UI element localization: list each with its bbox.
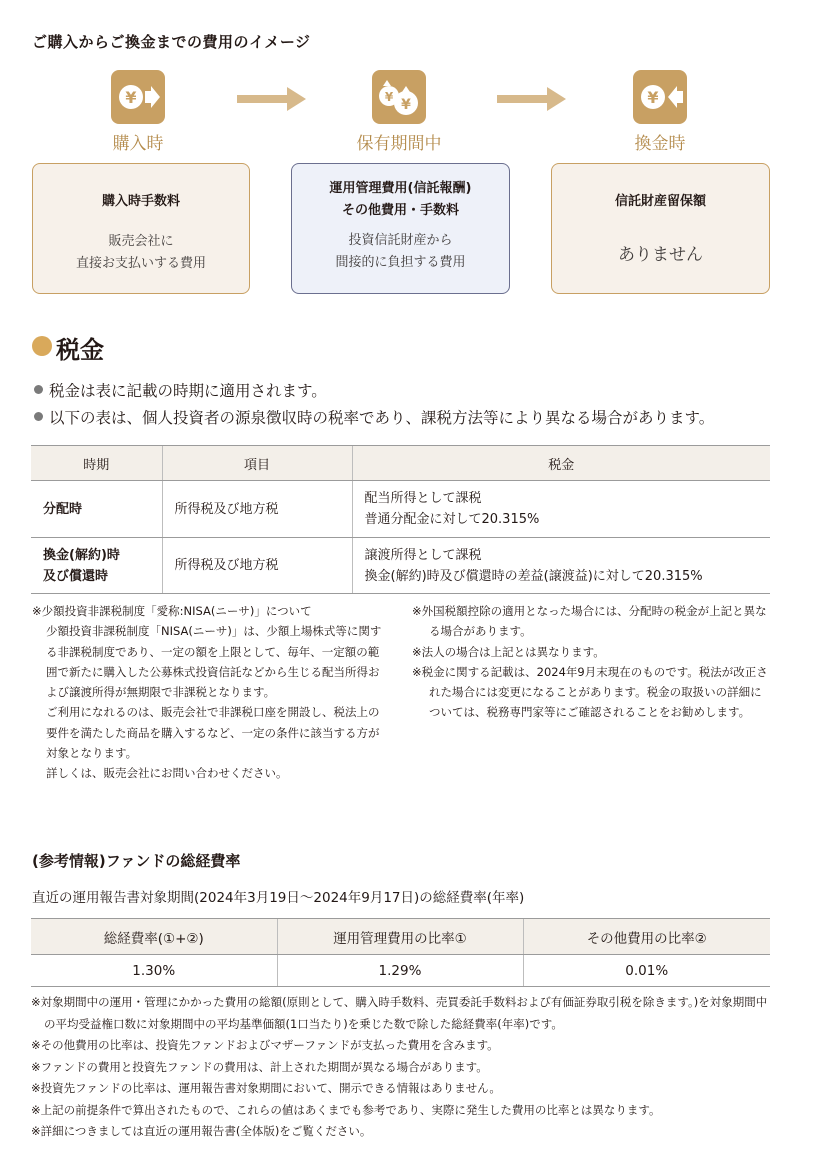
table-cell: 0.01% bbox=[523, 955, 770, 987]
note-paragraph: 詳しくは、販売会社にお問い合わせください。 bbox=[46, 766, 288, 781]
nisa-note bbox=[32, 601, 390, 784]
purchase-fee-title: 購入時手数料 bbox=[101, 194, 180, 209]
tax-line: 換金(解約)時及び償還時の差益(譲渡益)に対して20.315% bbox=[364, 568, 703, 584]
row-header: 分配時 bbox=[31, 481, 162, 538]
note-paragraph: ※対象期間中の運用・管理にかかった費用の総額(原則として、購入時手数料、売買委託手数料および有価証券取引税を除きます。)を対象期間中の平均受益権口数に対象期間中の平均基準価額(1口当たり)を乗じた数で除した総経費率(年率)です。 bbox=[31, 995, 768, 1031]
col-header: 総経費率(①+②) bbox=[31, 919, 277, 955]
bullet-dot bbox=[34, 412, 43, 421]
note-paragraph: ※上記の前提条件で算出されたもので、これらの値はあくまでも参考であり、実際に発生した費用の比率とは異なります。 bbox=[31, 1102, 661, 1117]
svg-text:¥: ¥ bbox=[125, 88, 137, 107]
table-row bbox=[31, 955, 770, 987]
tax-bullet-text: 税金は表に記載の時期に適用されます。 bbox=[49, 382, 327, 400]
col-header: 項目 bbox=[162, 446, 352, 481]
retention-fee-box bbox=[551, 163, 770, 294]
flow-title: ご購入からご換金までの費用のイメージ bbox=[32, 33, 311, 51]
table-cell: 所得税及び地方税 bbox=[162, 481, 352, 538]
holding-cost-desc-2: 間接的に負担する費用 bbox=[335, 255, 466, 270]
holding-cost-title-1: 運用管理費用(信託報酬) bbox=[329, 181, 472, 196]
retention-fee-value: ありません bbox=[618, 245, 703, 265]
table-cell bbox=[352, 538, 770, 594]
tax-heading: 税金 bbox=[56, 336, 104, 364]
retention-fee-title: 信託財産留保額 bbox=[614, 194, 706, 209]
note-paragraph: ※外国税額控除の適用となった場合には、分配時の税金が上記と異なる場合があります。 bbox=[412, 604, 767, 639]
table-cell bbox=[352, 481, 770, 538]
tax-table bbox=[31, 445, 770, 594]
heading-bullet bbox=[32, 336, 52, 356]
tax-bullet bbox=[34, 406, 714, 428]
tax-line: 配当所得として課税 bbox=[364, 491, 482, 506]
purchase-fee-desc-1: 販売会社に bbox=[108, 234, 174, 249]
note-heading: ※少額投資非課税制度「愛称:NISA(ニーサ)」について bbox=[32, 604, 312, 618]
note-paragraph: ※法人の場合は上記とは異なります。 bbox=[412, 644, 605, 659]
col-header: 税金 bbox=[352, 446, 770, 481]
tax-line: 普通分配金に対して20.315% bbox=[364, 512, 540, 527]
holding-cost-title-2: その他費用・手数料 bbox=[341, 203, 459, 218]
col-header: 運用管理費用の比率① bbox=[277, 919, 523, 955]
tax-bullet-text: 以下の表は、個人投資者の源泉徴収時の税率であり、課税方法等により異なる場合があります。 bbox=[49, 409, 715, 427]
note-paragraph: ※ファンドの費用と投資先ファンドの費用は、計上された期間が異なる場合があります。 bbox=[31, 1059, 488, 1074]
tax-side-notes bbox=[412, 601, 772, 723]
expense-ratio-notes bbox=[31, 992, 776, 1143]
yen-arrow-out-icon bbox=[111, 70, 165, 124]
expense-ratio-subtitle: 直近の運用報告書対象期間(2024年3月19日〜2024年9月17日)の総経費率(年率) bbox=[32, 890, 525, 906]
col-header: その他費用の比率② bbox=[523, 919, 770, 955]
table-cell: 1.30% bbox=[31, 955, 277, 987]
expense-ratio-table bbox=[31, 918, 770, 987]
note-paragraph: 少額投資非課税制度「NISA(ニーサ)」は、少額上場株式等に関する非課税制度であり、一定の額を上限として、毎年、一定額の範囲で新たに購入した公募株式投資信託などから生じる配当所得および譲渡所得が無期限で非課税となります。 bbox=[46, 624, 382, 700]
col-header: 時期 bbox=[31, 446, 162, 481]
note-paragraph: ※詳細につきましては直近の運用報告書(全体版)をご覧ください。 bbox=[31, 1124, 372, 1138]
holding-cost-box bbox=[291, 163, 510, 294]
stage-label-redemption: 換金時 bbox=[634, 134, 686, 154]
money-bags-icon bbox=[372, 70, 426, 124]
note-paragraph: ※その他費用の比率は、投資先ファンドおよびマザーファンドが支払った費用を含みます。 bbox=[31, 1038, 499, 1052]
tax-bullet bbox=[34, 379, 327, 401]
svg-text:¥: ¥ bbox=[384, 90, 394, 104]
right-arrow-icon bbox=[497, 86, 567, 112]
table-cell: 1.29% bbox=[277, 955, 523, 987]
purchase-fee-desc-2: 直接お支払いする費用 bbox=[75, 256, 206, 271]
note-paragraph: ※税金に関する記載は、2024年9月末現在のものです。税法が改正された場合には変更になることがあります。税金の取扱いの詳細については、税務専門家等にご確認されることをお勧めします。 bbox=[412, 664, 768, 720]
row-header bbox=[31, 538, 162, 594]
svg-text:¥: ¥ bbox=[401, 97, 411, 113]
right-arrow-icon bbox=[237, 86, 307, 112]
bullet-dot bbox=[34, 385, 43, 394]
table-row bbox=[31, 538, 770, 594]
yen-arrow-in-icon bbox=[633, 70, 687, 124]
tax-line: 譲渡所得として課税 bbox=[364, 547, 482, 563]
expense-ratio-title: (参考情報)ファンドの総経費率 bbox=[32, 852, 241, 870]
note-paragraph: ご利用になれるのは、販売会社で非課税口座を開設し、税法上の要件を満たした商品を購入するなど、一定の条件に該当する方が対象となります。 bbox=[46, 705, 380, 761]
purchase-fee-box bbox=[32, 163, 250, 294]
row-header-line: 及び償還時 bbox=[43, 568, 109, 584]
stage-label-purchase: 購入時 bbox=[112, 134, 164, 154]
note-paragraph: ※投資先ファンドの比率は、運用報告書対象期間において、開示できる情報はありません。 bbox=[31, 1081, 501, 1095]
holding-cost-desc-1: 投資信託財産から bbox=[348, 233, 453, 248]
table-row bbox=[31, 481, 770, 538]
svg-text:¥: ¥ bbox=[647, 88, 659, 107]
stage-label-holding: 保有期間中 bbox=[356, 134, 442, 154]
table-cell: 所得税及び地方税 bbox=[162, 538, 352, 594]
row-header-line: 換金(解約)時 bbox=[43, 547, 120, 563]
